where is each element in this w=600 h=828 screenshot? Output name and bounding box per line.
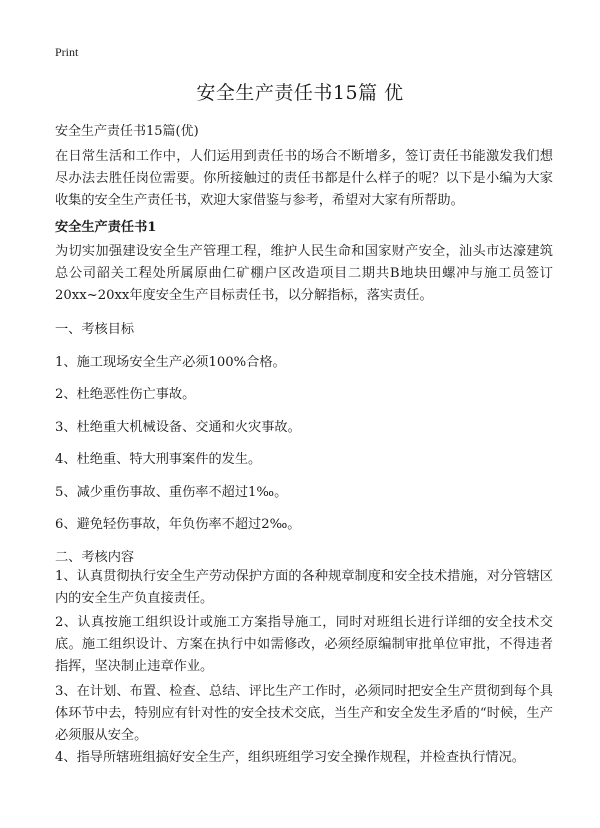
print-label: Print [55, 45, 79, 59]
content-item: 3、在计划、布置、检查、总结、评比生产工作时，必须同时把安全生产贯彻到每个具体环节中去，特别应有针对性的安全技术交底，当生产和安全发生矛盾的“时候，生产必须服从安全。 [55, 684, 553, 743]
goal-item: 4、杜绝重、特大刑事案件的发生。 [55, 452, 262, 467]
section-intro-paragraph: 为切实加强建设安全生产管理工程，维护人民生命和国家财产安全，汕头市达濠建筑总公司韶关工程处所属原曲仁矿棚户区改造项目二期共B地块田螺冲与施工员签订20xx~20xx年度安全生产目标责任书，以分解指标，落实责任。 [55, 244, 553, 303]
section-heading: 安全生产责任书1 [55, 220, 157, 235]
goal-item: 5、减少重伤事故、重伤率不超过1‰。 [55, 485, 288, 500]
goal-item: 1、施工现场安全生产必须100%合格。 [55, 355, 286, 370]
intro-paragraph: 在日常生活和工作中，人们运用到责任书的场合不断增多，签订责任书能激发我们想尽办法去胜任岗位需要。你所接触过的责任书都是什么样子的呢？以下是小编为大家收集的安全生产责任书，欢迎大家借鉴与参考，希望对大家有所帮助。 [55, 149, 553, 208]
document-title: 安全生产责任书15篇 优 [196, 82, 404, 104]
goal-item: 2、杜绝恶性伤亡事故。 [55, 387, 196, 402]
goals-heading: 一、考核目标 [55, 322, 135, 337]
content-item: 4、指导所辖班组搞好安全生产，组织班组学习安全操作规程，并检查执行情况。 [55, 750, 525, 765]
content-item: 1、认真贯彻执行安全生产劳动保护方面的各种规章制度和安全技术措施，对分管辖区内的安全生产负直接责任。 [55, 569, 553, 606]
goal-item: 3、杜绝重大机械设备、交通和火灾事故。 [55, 420, 301, 435]
content-heading: 二、考核内容 [55, 550, 135, 565]
goal-item: 6、避免轻伤事故，年负伤率不超过2‰。 [55, 517, 301, 532]
document-subtitle: 安全生产责任书15篇(优) [55, 124, 199, 139]
content-item: 2、认真按施工组织设计或施工方案指导施工，同时对班组长进行详细的安全技术交底。施工组织设计、方案在执行中如需修改，必须经原编制审批单位审批，不得违者指挥，坚决制止违章作业。 [55, 615, 553, 674]
